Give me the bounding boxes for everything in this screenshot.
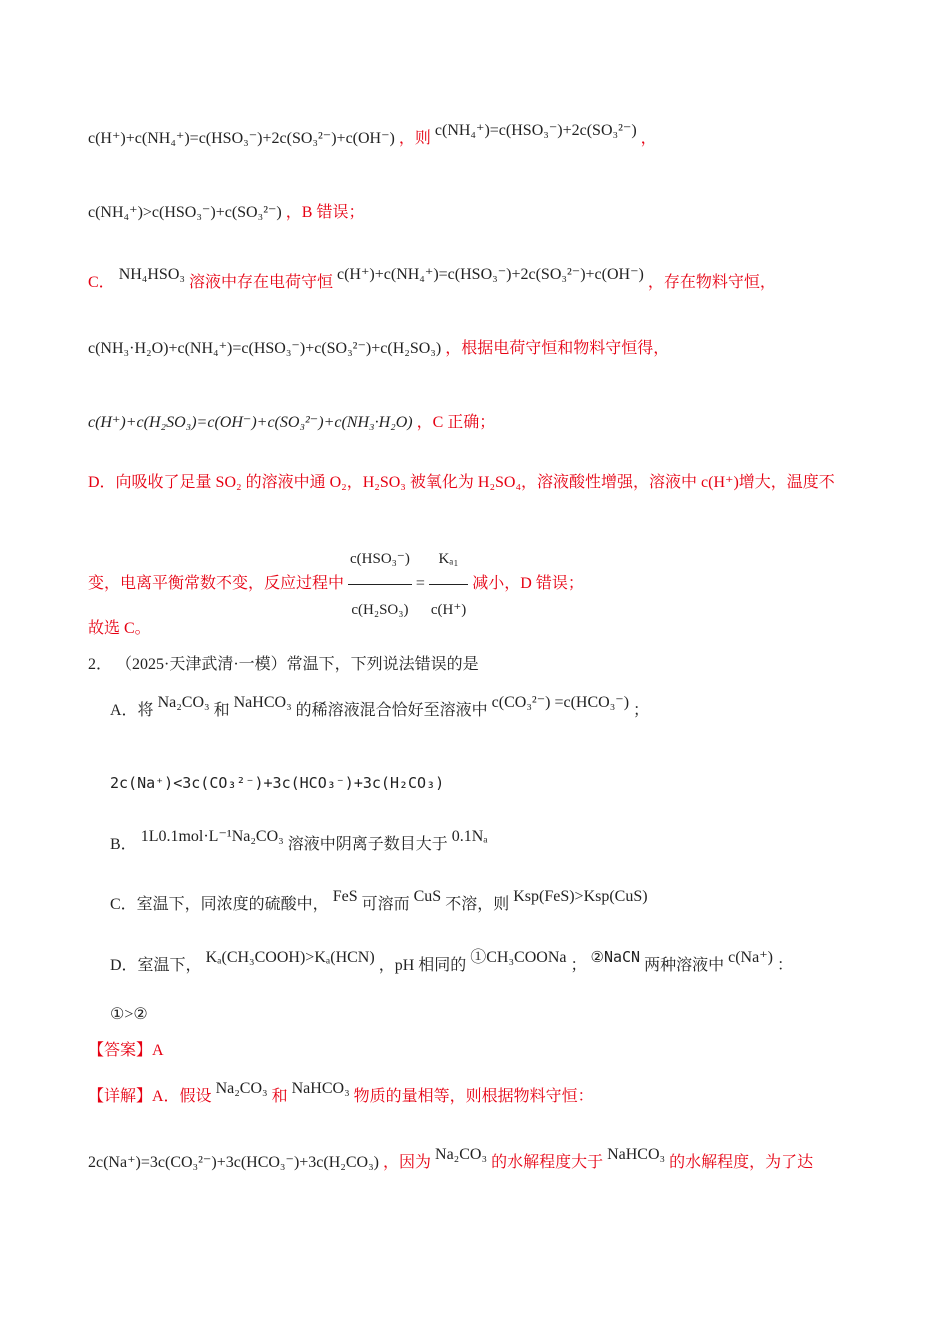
option-d-line (88, 472, 835, 494)
formula: NaHCO₃ (607, 1146, 666, 1163)
formula: c(Na⁺) (728, 949, 773, 966)
text: 不溶，则 (445, 896, 510, 913)
text: ， (640, 130, 657, 147)
text: 和 (213, 702, 230, 719)
text: 物质的量相等，则根据物料守恒： (353, 1088, 594, 1105)
option-label: C． (88, 274, 115, 291)
formula: Kₐ(CH₃COOH)>Kₐ(HCN) (205, 949, 375, 966)
formula: Na₂CO₃ (435, 1146, 488, 1163)
formula: ①CH₃COONa (470, 949, 567, 966)
text: B． (110, 836, 137, 853)
option-a-cont (110, 772, 444, 795)
text: ； (633, 702, 650, 719)
text: 的水解程度，为了达 (669, 1154, 814, 1171)
detail-label: 【详解】A．假设 (88, 1088, 212, 1105)
text: 两种溶液中 (644, 957, 725, 974)
formula: ①>② (110, 1006, 148, 1023)
option-d (110, 948, 793, 977)
option-c (110, 888, 648, 916)
text: 变，电离平衡常数不变，反应过程中 (88, 575, 345, 593)
fraction-numerator: Kₐ₁ (429, 534, 468, 585)
text: ，因为 (383, 1154, 432, 1171)
option-c-line (88, 266, 776, 294)
option-d-cont (110, 1004, 148, 1026)
formula: c(NH₄⁺)>c(HSO₃⁻)+c(SO₃²⁻) (88, 204, 282, 221)
question-2-stem (88, 654, 479, 676)
detail-line-1 (88, 1080, 594, 1108)
equals-sign: = (415, 575, 425, 593)
text: ，C 正确； (416, 414, 496, 431)
text: A．将 (110, 702, 154, 719)
answer-label: 【答案】A (88, 1042, 164, 1059)
text: ，pH 相同的 (378, 957, 467, 974)
question-number: 2． (88, 656, 113, 673)
formula: c(H⁺)+c(NH₄⁺)=c(HSO₃⁻)+2c(SO₃²⁻)+c(OH⁻) (336, 266, 644, 283)
formula: Na₂CO₃ (215, 1080, 268, 1097)
formula: c(NH₃·H₂O)+c(NH₄⁺)=c(HSO₃⁻)+c(SO₃²⁻)+c(H₂SO₃) (88, 340, 442, 357)
formula: c(H⁺)+c(H₂SO₃)=c(OH⁻)+c(SO₃²⁻)+c(NH₃·H₂O) (88, 414, 413, 431)
text: D．室温下， (110, 957, 202, 974)
formula: c(NH₄⁺)=c(HSO₃⁻)+2c(SO₃²⁻) (434, 122, 637, 139)
eq-line-1 (88, 122, 657, 150)
conclusion (88, 618, 151, 640)
detail-line-2 (88, 1146, 814, 1174)
formula: c(CO₃²⁻) =c(HCO₃⁻) (491, 694, 630, 711)
eq-line-4 (88, 338, 669, 360)
text: ，存在物料守恒， (647, 274, 776, 291)
text: ，根据电荷守恒和物料守恒得， (445, 340, 670, 357)
text: 减小，D 错误； (472, 575, 584, 593)
text: 溶液中存在电荷守恒 (188, 274, 333, 291)
text: ，则 (398, 130, 431, 147)
answer (88, 1040, 164, 1062)
text: C．室温下，同浓度的硫酸中， (110, 896, 329, 913)
fraction-numerator: c(HSO₃⁻) (348, 534, 412, 585)
formula: 1L0.1mol·L⁻¹Na₂CO₃ (140, 828, 284, 845)
question-text: （2025·天津武清·一模）常温下，下列说法错误的是 (116, 656, 479, 673)
option-a (110, 694, 650, 722)
formula: 2c(Na⁺)<3c(CO₃²⁻)+3c(HCO₃⁻)+3c(H₂CO₃) (110, 774, 445, 792)
formula: 0.1Nₐ (451, 828, 488, 845)
text: D．向吸收了足量 SO₂ 的溶液中通 O₂，H₂SO₃ 被氧化为 H₂SO₄，溶液酸性增强，溶液中 c(H⁺)增大，温度不 (88, 474, 835, 491)
formula: ②NaCN (590, 948, 641, 966)
formula: 2c(Na⁺)=3c(CO₃²⁻)+3c(HCO₃⁻)+3c(H₂CO₃) (88, 1154, 379, 1171)
text: ，B 错误； (285, 204, 365, 221)
fraction-ratio (348, 534, 412, 635)
text: ： (776, 957, 793, 974)
text: ； (570, 957, 587, 974)
text: 可溶而 (361, 896, 410, 913)
formula: NaHCO₃ (291, 1080, 350, 1097)
formula: Na₂CO₃ (157, 694, 210, 711)
formula: c(H⁺)+c(NH₄⁺)=c(HSO₃⁻)+2c(SO₃²⁻)+c(OH⁻) (88, 130, 395, 147)
formula: Ksp(FeS)>Ksp(CuS) (513, 888, 648, 905)
option-b (110, 828, 488, 856)
text: 溶液中阴离子数目大于 (287, 836, 448, 853)
text: 故选 C。 (88, 620, 151, 637)
fraction-ka (429, 534, 468, 635)
formula: NH₄HSO₃ (118, 266, 185, 283)
text: 和 (271, 1088, 288, 1105)
text: 的稀溶液混合恰好至溶液中 (295, 702, 488, 719)
option-d-line-2 (88, 534, 584, 635)
fraction-denominator: c(H₂SO₃) (351, 602, 409, 618)
text: 的水解程度大于 (491, 1154, 604, 1171)
eq-line-2 (88, 202, 364, 224)
eq-line-5 (88, 412, 495, 434)
formula: CuS (413, 888, 442, 905)
formula: NaHCO₃ (233, 694, 292, 711)
fraction-denominator: c(H⁺) (430, 602, 467, 618)
formula: FeS (332, 888, 358, 905)
